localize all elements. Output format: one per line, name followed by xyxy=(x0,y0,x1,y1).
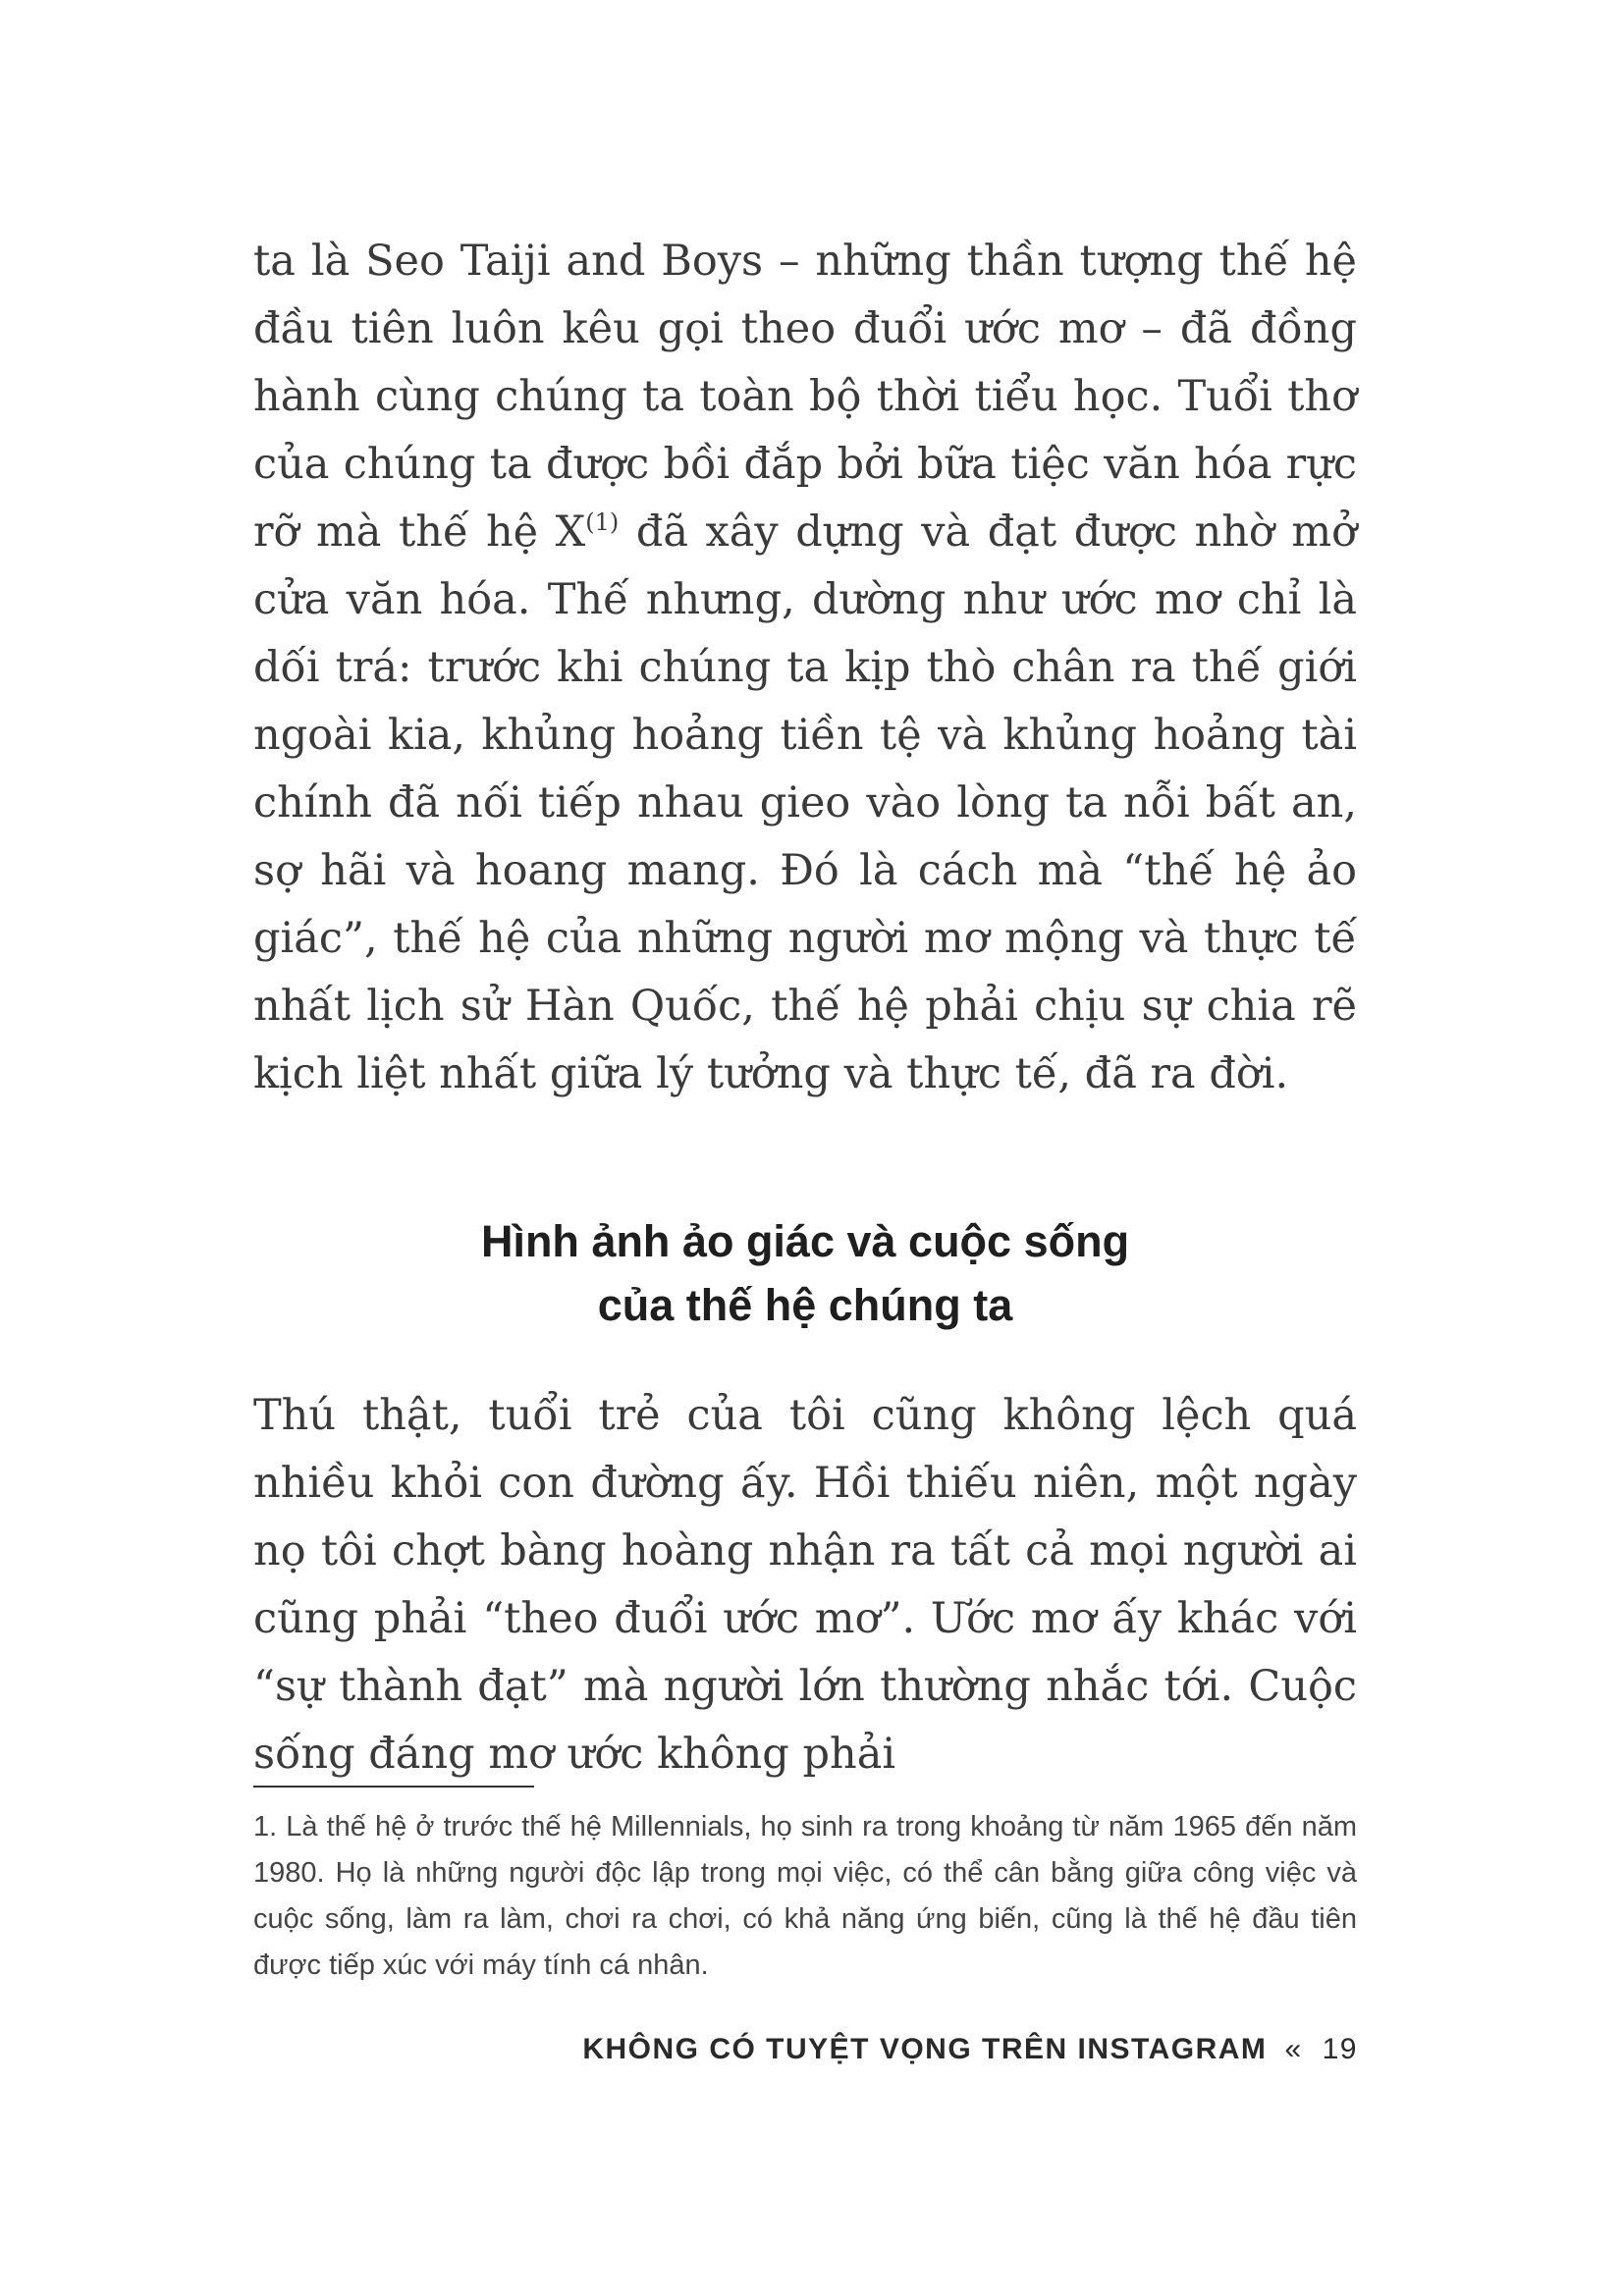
running-book-title: KHÔNG CÓ TUYỆT VỌNG TRÊN INSTAGRAM xyxy=(582,2033,1268,2065)
paragraph-1-part-2: đã xây dựng và đạt được nhờ mở cửa văn hóa. Thế nhưng, dường như ước mơ chỉ là dối trá: trước khi chúng ta kịp thò chân ra thế giới ngoài kia, khủng hoảng tiền tệ và khủng hoảng tài chính đã nối tiếp nhau gieo vào lòng ta nỗi bất an, sợ hãi và hoang mang. Đó là cách mà “thế hệ ảo giác”, thế hệ của những người mơ mộng và thực tế nhất lịch sử Hàn Quốc, thế hệ phải chịu sự chia rẽ kịch liệt nhất giữa lý tưởng và thực tế, đã ra đời. xyxy=(253,507,1357,1098)
footer-separator: « xyxy=(1284,2033,1303,2065)
body-paragraph-2 xyxy=(253,1382,1357,1789)
section-heading-line-2: của thế hệ chúng ta xyxy=(597,1280,1013,1330)
footnote-reference: (1) xyxy=(585,508,620,536)
section-heading-line-1: Hình ảnh ảo giác và cuộc sống xyxy=(480,1216,1130,1266)
body-paragraph-1 xyxy=(253,228,1357,1108)
section-heading xyxy=(253,1209,1357,1337)
paragraph-2-text: Thú thật, tuổi trẻ của tôi cũng không lệch quá nhiều khỏi con đường ấy. Hồi thiếu niên, một ngày nọ tôi chợt bàng hoàng nhận ra tất cả mọi người ai cũng phải “theo đuổi ước mơ”. Ước mơ ấy khác với “sự thành đạt” mà người lớn thường nhắc tới. Cuộc sống đáng mơ ước không phải xyxy=(253,1391,1357,1779)
footnote-text: 1. Là thế hệ ở trước thế hệ Millennials, họ sinh ra trong khoảng từ năm 1965 đến năm 1980. Họ là những người độc lập trong mọi việc, có thể cân bằng giữa công việc và cuộc sống, làm ra làm, chơi ra chơi, có khả năng ứng biến, cũng là thế hệ đầu tiên được tiếp xúc với máy tính cá nhân. xyxy=(253,1811,1357,1981)
page-footer xyxy=(582,2033,1358,2066)
paragraph-1-text xyxy=(253,228,1357,1108)
page-number: 19 xyxy=(1322,2033,1358,2065)
footnote-divider xyxy=(253,1786,534,1788)
paragraph-1-part-1: ta là Seo Taiji and Boys – những thần tượng thế hệ đầu tiên luôn kêu gọi theo đuổi ước mơ – đã đồng hành cùng chúng ta toàn bộ thời tiểu học. Tuổi thơ của chúng ta được bồi đắp bởi bữa tiệc văn hóa rực rỡ mà thế hệ X xyxy=(253,237,1357,557)
